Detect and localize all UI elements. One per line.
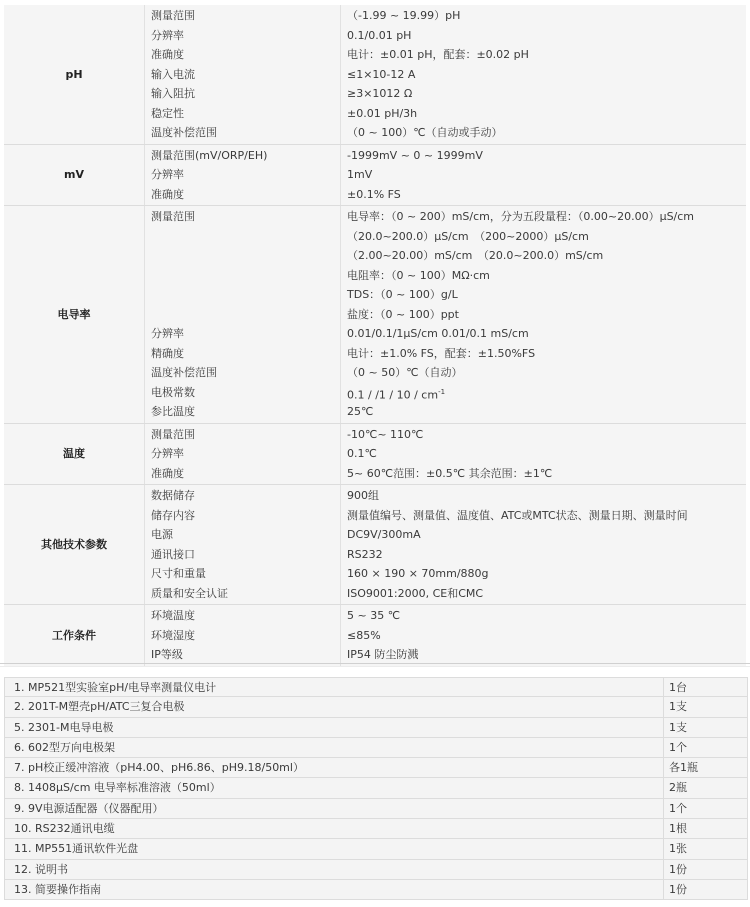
spec-group [4,424,746,486]
spec-param: 测量范围 [151,210,195,223]
spec-value [347,324,529,344]
cell-border [663,860,664,879]
spec-value-text: 160 × 190 × 70mm/880g [347,567,489,580]
spec-group [4,485,746,605]
accessory-row [4,738,748,758]
spec-value-text: IP54 防尘防溅 [347,648,419,661]
accessory-quantity: 1个 [669,740,687,754]
cell-border [663,718,664,737]
spec-value [347,383,445,403]
accessory-row [4,677,748,697]
spec-param: 测量范围 [151,427,195,441]
spec-param: 分辨率 [151,447,184,460]
spec-param: 通讯接口 [151,547,195,561]
cell-border [747,758,748,777]
cell-border [747,799,748,818]
accessory-row [4,860,748,880]
column-separator [340,424,341,486]
column-separator [340,145,341,207]
accessory-name: 12. 说明书 [14,862,68,876]
accessory-quantity: 1份 [669,882,687,896]
cell-border [4,880,5,899]
cell-border [663,678,664,696]
cell-border [4,860,5,879]
accessory-row [4,778,748,798]
spec-value [347,444,377,464]
spec-value [347,525,421,545]
spec-value [347,645,418,665]
spec-param: 准确度 [151,187,184,201]
spec-param: 精确度 [151,346,184,360]
spec-value [347,123,503,143]
accessory-quantity: 1个 [669,801,687,815]
spec-param: 环境湿度 [151,628,195,642]
spec-value [347,6,460,26]
spec-param: 准确度 [151,466,184,480]
accessory-quantity: 各1瓶 [669,761,698,775]
spec-value-text: 电阻率：（0 ~ 100）MΩ·cm [347,268,490,282]
cell-border [663,819,664,838]
spec-param: 储存内容 [151,508,195,522]
cell-border [4,778,5,797]
cell-border [4,678,5,696]
accessory-name: 5. 2301-M电导电极 [14,720,114,734]
spec-value-text: ±0.1% FS [347,187,401,201]
spec-value [347,402,373,422]
spec-group-label: mV [64,168,84,182]
spec-value [347,464,552,484]
spec-value [347,26,411,46]
accessory-name: 2. 201T-M塑壳pH/ATC三复合电极 [14,700,185,714]
spec-value-text: 电计：±0.01 pH，配套：±0.02 pH [347,48,529,61]
spec-param: 温度补偿范围 [151,366,217,379]
spec-param: 稳定性 [151,106,184,120]
cell-border [663,738,664,757]
spec-param: 电源 [151,528,173,541]
spec-value-text: TDS：（0 ~ 100）g/L [347,288,458,301]
spec-value [347,146,483,166]
spec-value-text: （-1.99 ~ 19.99）pH [347,9,461,22]
spec-param: 输入阻抗 [151,87,195,100]
spec-param: 数据储存 [151,489,195,502]
spec-value-text: ≤85% [347,628,381,642]
spec-value-text: ISO9001:2000, CE和CMC [347,586,484,600]
cell-border [747,819,748,838]
accessory-quantity: 1台 [669,681,687,694]
cell-border [663,778,664,797]
spec-value [347,506,688,526]
cell-border [747,778,748,797]
cell-border [747,880,748,899]
cell-border [4,718,5,737]
accessory-row [4,799,748,819]
spec-value-text: （0 ~ 100）℃（自动或手动） [347,126,503,139]
spec-value [347,227,589,247]
spec-param: 准确度 [151,48,184,61]
spec-param: 分辨率 [151,168,184,181]
spec-value [347,207,694,227]
section-divider-shadow [0,666,750,667]
accessory-row [4,697,748,717]
spec-value-text: -10℃~ 110℃ [347,427,424,441]
accessory-name: 6. 602型万向电极架 [14,740,115,754]
spec-value-text: 5 ~ 35 ℃ [347,609,401,622]
spec-value [347,606,400,626]
spec-group-label: pH [65,67,83,81]
cell-border [663,697,664,716]
spec-value-text: （20.0~200.0）μS/cm （200~2000）μS/cm [347,229,589,243]
spec-value-superscript: -1 [438,387,446,396]
column-separator [340,605,341,667]
spec-value-text: DC9V/300mA [347,528,421,541]
spec-value [347,65,415,85]
spec-value-text: 电计：±1.0% FS，配套：±1.50%FS [347,346,536,360]
spec-param: 尺寸和重量 [151,567,206,580]
cell-border [663,880,664,899]
spec-value-text: 900组 [347,489,379,502]
spec-group-label: 电导率 [57,307,91,321]
accessory-quantity: 1支 [669,700,687,714]
spec-group-label: 其他技术参数 [41,538,107,551]
column-separator [144,5,145,145]
cell-border [4,758,5,777]
spec-value-text: 0.01/0.1/1μS/cm 0.01/0.1 mS/cm [347,327,529,340]
accessory-name: 11. MP551通讯软件光盘 [14,842,139,856]
spec-group [4,605,746,667]
spec-value-text: （2.00~20.00）mS/cm （20.0~200.0）mS/cm [347,249,604,262]
spec-value [347,104,417,124]
spec-param: 分辨率 [151,327,184,340]
accessory-row [4,819,748,839]
spec-value [347,266,490,286]
spec-group-label: 工作条件 [52,628,96,642]
spec-value-text: ≤1×10-12 A [347,67,416,81]
spec-value [347,425,423,445]
accessory-quantity: 1支 [669,720,687,734]
spec-value-text: RS232 [347,547,383,561]
spec-value [347,564,489,584]
spec-value-text: 25℃ [347,405,374,418]
spec-param: 质量和安全认证 [151,586,228,600]
column-separator [144,206,145,424]
cell-border [4,738,5,757]
cell-border [663,839,664,858]
column-separator [144,485,145,605]
accessory-name: 7. pH校正缓冲溶液（pH4.00、pH6.86、pH9.18/50ml） [14,761,304,775]
accessory-quantity: 1根 [669,822,687,836]
spec-param: 分辨率 [151,28,184,42]
spec-value [347,363,463,383]
cell-border [747,860,748,879]
spec-value [347,45,529,65]
accessory-name: 9. 9V电源适配器（仪器配用） [14,801,164,815]
cell-border [663,758,664,777]
column-separator [144,605,145,667]
cell-border [4,839,5,858]
spec-value-text: 测量值编号、测量值、温度值、ATC或MTC状态、测量日期、测量时间 [347,508,688,522]
spec-group [4,206,746,424]
spec-value-text: 0.1 / /1 / 10 / cm [347,388,439,402]
spec-value-text: ±0.01 pH/3h [347,106,418,120]
column-separator [340,206,341,424]
spec-value [347,626,381,646]
cell-border [747,678,748,696]
cell-border [747,718,748,737]
spec-value-text: 1mV [347,168,373,181]
accessory-name: 10. RS232通讯电缆 [14,822,115,836]
spec-group [4,5,746,145]
spec-value-text: 电导率：（0 ~ 200）mS/cm，分为五段量程：（0.00~20.00）μS/cm [347,210,695,223]
accessory-row [4,718,748,738]
spec-param: 输入电流 [151,67,195,81]
spec-table [4,5,746,661]
section-divider [0,663,750,664]
spec-param: 环境温度 [151,609,195,622]
accessory-row [4,758,748,778]
accessory-quantity: 1份 [669,862,687,876]
spec-param: 测量范围(mV/ORP/EH) [151,148,268,162]
cell-border [4,697,5,716]
accessory-quantity: 2瓶 [669,781,687,795]
spec-param: 温度补偿范围 [151,126,217,139]
cell-border [747,738,748,757]
spec-value-text: ≥3×1012 Ω [347,87,413,100]
cell-border [663,799,664,818]
spec-value [347,246,603,266]
spec-value-text: 0.1/0.01 pH [347,28,412,42]
spec-param: IP等级 [151,648,183,661]
column-separator [340,485,341,605]
spec-param: 测量范围 [151,9,195,22]
cell-border [747,839,748,858]
spec-value-text: 盐度：（0 ~ 100）ppt [347,307,459,321]
column-separator [144,145,145,207]
accessory-name: 13. 简要操作指南 [14,882,101,896]
column-separator [144,424,145,486]
spec-value-text: -1999mV ~ 0 ~ 1999mV [347,148,483,162]
accessory-name: 1. MP521型实验室pH/电导率测量仪电计 [14,681,217,694]
spec-param: 参比温度 [151,405,195,418]
cell-border [747,697,748,716]
accessory-row [4,880,748,900]
spec-group [4,145,746,207]
accessory-name: 8. 1408μS/cm 电导率标准溶液（50ml） [14,781,221,795]
cell-border [4,819,5,838]
spec-value-text: 5~ 60℃范围：±0.5℃ 其余范围：±1℃ [347,466,553,480]
spec-group-label: 温度 [63,447,85,461]
spec-value [347,305,459,325]
spec-value-text: 0.1℃ [347,447,377,460]
accessory-quantity: 1张 [669,842,687,856]
spec-param: 电极常数 [151,385,195,399]
accessories-table [4,677,748,900]
spec-value [347,344,535,364]
spec-value [347,185,401,205]
spec-value [347,84,412,104]
spec-value [347,486,379,506]
accessory-row [4,839,748,859]
spec-value [347,165,372,185]
column-separator [340,5,341,145]
spec-value [347,545,383,565]
spec-value [347,584,483,604]
cell-border [4,799,5,818]
spec-value-text: （0 ~ 50）℃（自动） [347,366,463,379]
spec-value [347,285,458,305]
